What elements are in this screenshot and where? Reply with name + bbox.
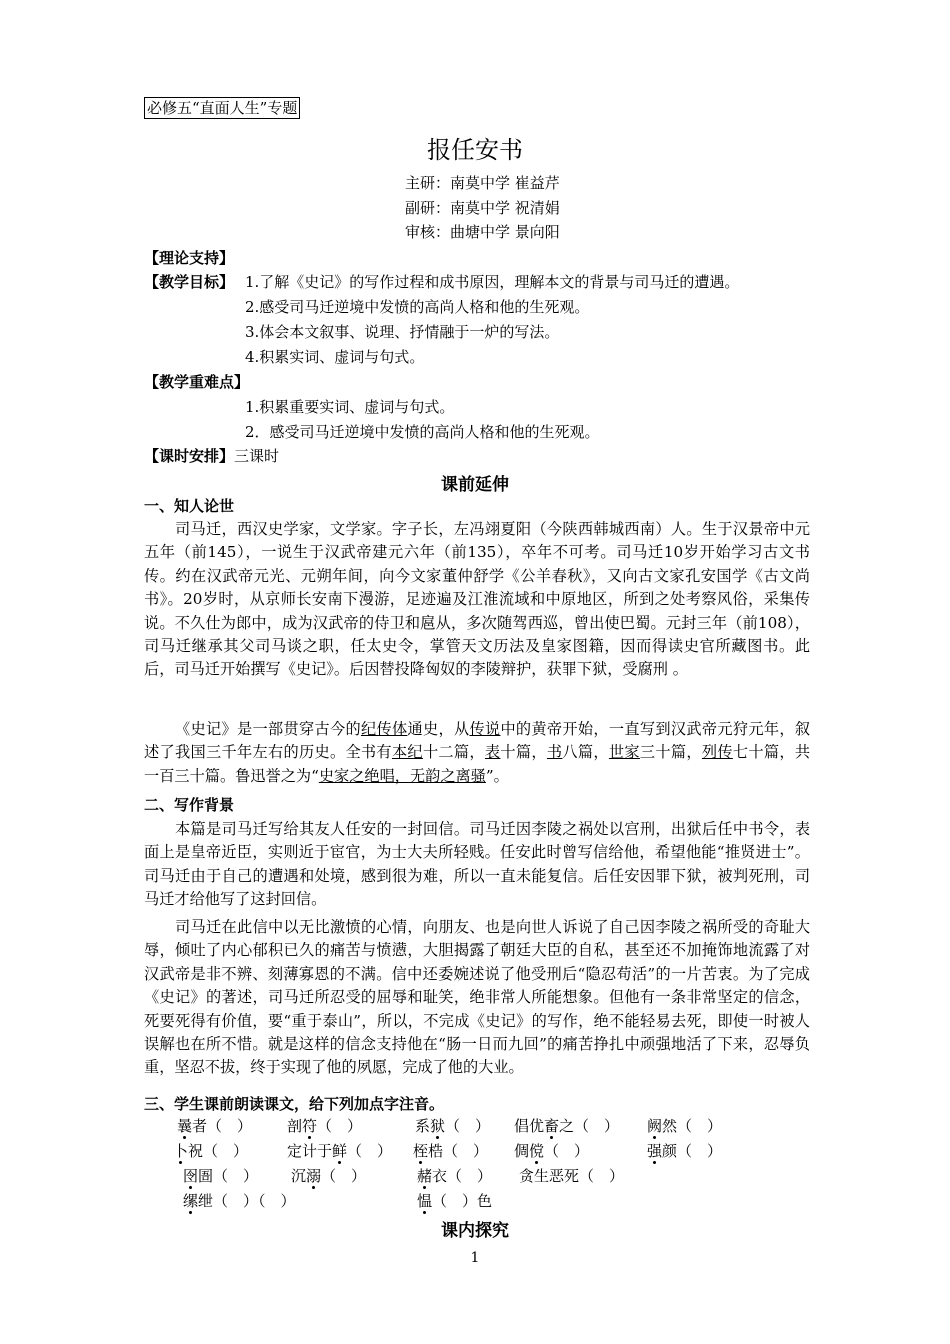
term-shu: 书 <box>546 743 563 762</box>
section-1-title: 一、知人论世 <box>144 497 235 515</box>
pinyin-item: 阙然（ ） <box>647 1117 723 1135</box>
section-1-paragraph-1: 司马迁，西汉史学家，文学家。字子长，左冯翊夏阳（今陕西韩城西南）人。生于汉景帝中元五年（前145），一说生于汉武帝建元六年（前135），卒年不可考。司马迁10岁开始学习古文书传。约在汉武帝元光、元朔年间，向今文家董仲舒学《公羊春秋》，又向古文家孔安国学《古文尚书》。20岁时，从京师长安南下漫游，足迹遍及江淮流域和中原地区，所到之处考察风俗，采集传说。不久仕为郎中，成为汉武帝的侍卫和扈从，多次随驾西巡，曾出使巴蜀。元封三年（前108），司马迁继承其父司马谈之职，任太史令，掌管天文历法及皇家图籍，因而得读史官所藏图书。此后，司马迁开始撰写《史记》。后因替投降匈奴的李陵辩护，获罪下狱，受腐刑 。 <box>144 520 810 679</box>
credit-reviewer: 审核：曲塘中学 景向阳 <box>405 223 560 241</box>
term-biographical-style: 纪传体 <box>360 720 408 738</box>
pinyin-item: 愠（ ）色 <box>417 1192 493 1210</box>
section-3-title: 三、学生课前朗读课文，给下列加点字注音。 <box>144 1095 445 1113</box>
pinyin-item: 倜傥（ ） <box>514 1142 590 1160</box>
topic-tag: 必修五“直面人生”专题 <box>144 97 300 119</box>
in-class-heading: 课内探究 <box>441 1221 509 1241</box>
theory-label: 【理论支持】 <box>144 249 235 267</box>
term-benji: 本纪 <box>391 743 423 762</box>
difficulty-item-2: 2．感受司马迁逆境中发愤的高尚人格和他的生死观。 <box>245 423 600 441</box>
pinyin-item: 缧绁（ ）（ ） <box>183 1192 296 1210</box>
term-biao: 表 <box>484 743 501 762</box>
pinyin-item: 曩者（ ） <box>177 1117 253 1135</box>
lu-xun-quote: 史家之绝唱，无韵之离骚 <box>318 766 486 785</box>
schedule-label: 【课时安排】 <box>144 447 235 465</box>
goal-item-4: 4.积累实词、虚词与句式。 <box>245 348 425 366</box>
schedule-value: 三课时 <box>234 447 280 465</box>
pinyin-item: 强颜（ ） <box>647 1142 723 1160</box>
credit-deputy-researcher: 副研：南莫中学 祝清娟 <box>405 199 560 217</box>
section-2-paragraph-1: 本篇是司马迁写给其友人任安的一封回信。司马迁因李陵之祸处以宫刑，出狱后任中书令，表面上是皇帝近臣，实则近于宦官，为士大夫所轻贱。任安此时曾写信给他，希望他能“推贤进士”。司马迁由于自己的遭遇和处境，感到很为难，所以一直未能复信。后任安因罪下狱，被判死刑，司马迁才给他写了这封回信。 <box>144 820 810 909</box>
pinyin-item: 桎梏（ ） <box>413 1142 489 1160</box>
schedule-row <box>144 446 279 466</box>
pinyin-item: 卜祝（ ） <box>173 1142 249 1160</box>
page-title: 报任安书 <box>427 136 523 164</box>
term-liezhuan: 列传 <box>701 743 733 762</box>
pinyin-item: 贪生恶死（ ） <box>519 1167 625 1185</box>
difficulty-item-1: 1.积累重要实词、虚词与句式。 <box>245 398 455 416</box>
goal-item-3: 3.体会本文叙事、说理、抒情融于一炉的写法。 <box>245 323 560 341</box>
difficulties-label: 【教学重难点】 <box>144 373 250 391</box>
term-shijia: 世家 <box>608 743 640 762</box>
pre-class-heading: 课前延伸 <box>441 475 509 495</box>
term-legend: 传说 <box>469 720 501 738</box>
pinyin-item: 囹圄（ ） <box>183 1167 259 1185</box>
pinyin-item: 定计于鲜（ ） <box>287 1142 393 1160</box>
pinyin-item: 系狱（ ） <box>415 1117 491 1135</box>
goals-label: 【教学目标】 <box>144 273 235 291</box>
pinyin-item: 剖符（ ） <box>287 1117 363 1135</box>
section-1-paragraph-2: 《史记》是一部贯穿古今的纪传体通史，从传说中的黄帝开始，一直写到汉武帝元狩元年，叙述了我国三千年左右的历史。全书有本纪十二篇，表十篇，书八篇，世家三十篇，列传七十篇，共一百三十篇。鲁迅誉之为“史家之绝唱，无韵之离骚”。 <box>144 720 811 785</box>
pinyin-item: 赭衣（ ） <box>417 1167 493 1185</box>
section-2-paragraph-2: 司马迁在此信中以无比激愤的心情，向朋友、也是向世人诉说了自己因李陵之祸所受的奇耻大辱，倾吐了内心郁积已久的痛苦与愤懑，大胆揭露了朝廷大臣的自私，甚至还不加掩饰地流露了对汉武帝是非不辨、刻薄寡恩的不满。信中还委婉述说了他受刑后“隐忍苟活”的一片苦衷。为了完成《史记》的著述，司马迁所忍受的屈辱和耻笑，绝非常人所能想象。但他有一条非常坚定的信念，死要死得有价值，要“重于泰山”，所以，不完成《史记》的写作，绝不能轻易去死，即使一时被人误解也在所不惜。就是这样的信念支持他在“肠一日而九回”的痛苦挣扎中顽强地活了下来，忍辱负重，坚忍不拔，终于实现了他的夙愿，完成了他的大业。 <box>144 918 810 1077</box>
goal-item-1: 1.了解《史记》的写作过程和成书原因，理解本文的背景与司马迁的遭遇。 <box>245 273 740 291</box>
goal-item-2: 2.感受司马迁逆境中发愤的高尚人格和他的生死观。 <box>245 298 590 316</box>
pinyin-item: 倡优畜之（ ） <box>514 1117 620 1135</box>
section-2-title: 二、写作背景 <box>144 796 235 814</box>
page-number: 1 <box>470 1250 480 1266</box>
credit-lead-researcher: 主研：南莫中学 崔益芹 <box>405 174 560 192</box>
pinyin-item: 沉溺（ ） <box>291 1167 367 1185</box>
